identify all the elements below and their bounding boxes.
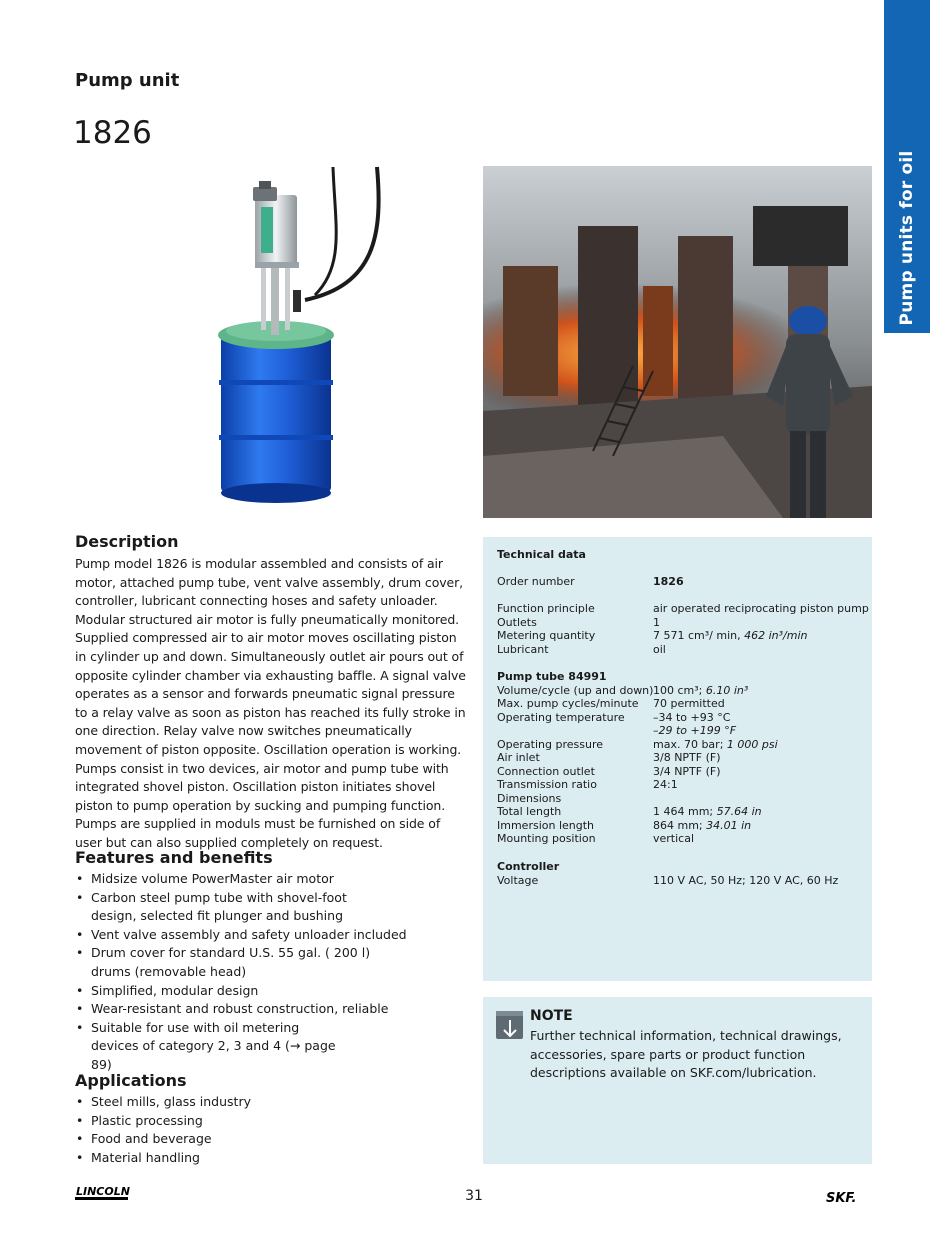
list-item: • Material handling [75,1149,470,1168]
page-title: 1826 [73,115,152,151]
list-item: • Wear-resistant and robust construction, reliable [75,1000,470,1019]
description-heading: Description [75,532,179,551]
applications-heading: Applications [75,1071,187,1090]
features-heading: Features and benefits [75,848,273,867]
list-item: • Simplified, modular design [75,982,470,1001]
list-item: • Suitable for use with oil metering devices of category 2, 3 and 4 (→ page 89) [75,1019,345,1075]
note-panel [483,997,872,1164]
svg-text:SKF.: SKF. [826,1191,857,1204]
list-item: • Carbon steel pump tube with shovel-foot design, selected fit plunger and bushing [75,889,385,926]
pump-unit-image [205,165,395,510]
svg-text:LINCOLN: LINCOLN [76,1185,130,1198]
section-label: Pump unit [75,70,180,91]
steel-mill-photo [483,166,872,518]
list-item: • Midsize volume PowerMaster air motor [75,870,470,889]
technical-data-title: Technical data [497,548,586,561]
features-list [75,870,470,1075]
page-number: 31 [465,1188,483,1204]
note-title: NOTE [530,1008,573,1024]
side-tab[interactable] [884,0,930,333]
list-item: • Plastic processing [75,1112,470,1131]
list-item: • Food and beverage [75,1130,470,1149]
applications-list [75,1093,470,1167]
description-text: Pump model 1826 is modular assembled and consists of air motor, attached pump tube, vent valve assembly, drum cover, controller, lubricant connecting hoses and safety unloader. Modular structured air motor is fully pneumatically monitored. Supplied compressed air to air motor moves oscillating piston in cylinder up and down. Simultaneously outlet air pours out of opposite cylinder chamber via exhausting baffle. A signal valve operates as a sensor and forwards pneumatic signal pressure to a relay valve as soon as piston has reached its fully stroke in one direction. Relay valve now switches pneumatically movement of piston opposite. Oscillation operation is working. Pumps consist in two devices, air motor and pump tube with integrated shovel piston. Oscillation piston initiates shovel piston to pump operation by sucking and pumping function. Pumps are supplied in moduls must be furnished on side of user but can also supplied completely on request. [75,556,466,850]
book-download-icon [495,1009,525,1043]
list-item: • Drum cover for standard U.S. 55 gal. ( 200 l) drums (removable head) [75,944,405,981]
list-item: • Steel mills, glass industry [75,1093,470,1112]
side-tab-label: Pump units for oil [897,150,917,326]
skf-logo [826,1190,874,1204]
technical-data-panel: Technical data Order number 1826 Function principle air operated reciprocating piston pump Outlets 1 Metering quantity 7 571 cm³/ min, 462 in³/min Lubricant oil Pump tube 84991 Volume/cycle (up and down) 100 cm³; 6.10 in³ Max. pump cycles/minute 70 permitted Operating temperature –34 to +93 °C –29 to +199 °F Operating pressure max. 70 bar; 1 000 psi Air inlet 3/8 NPTF (F) Connection outlet 3/4 NPTF (F) Transmission ratio 24:1 Dimensions Total length 1 464 mm; 57.64 in Immersion length 864 mm; 34.01 in Mounting position vertical Controller Voltage 110 V AC, 50 Hz; 120 V AC, 60 Hz [483,537,872,981]
list-item: • Vent valve assembly and safety unloader included [75,926,470,945]
note-text: Further technical information, technical drawings, accessories, spare parts or product function descriptions available on SKF.com/lubrication. [530,1028,842,1081]
